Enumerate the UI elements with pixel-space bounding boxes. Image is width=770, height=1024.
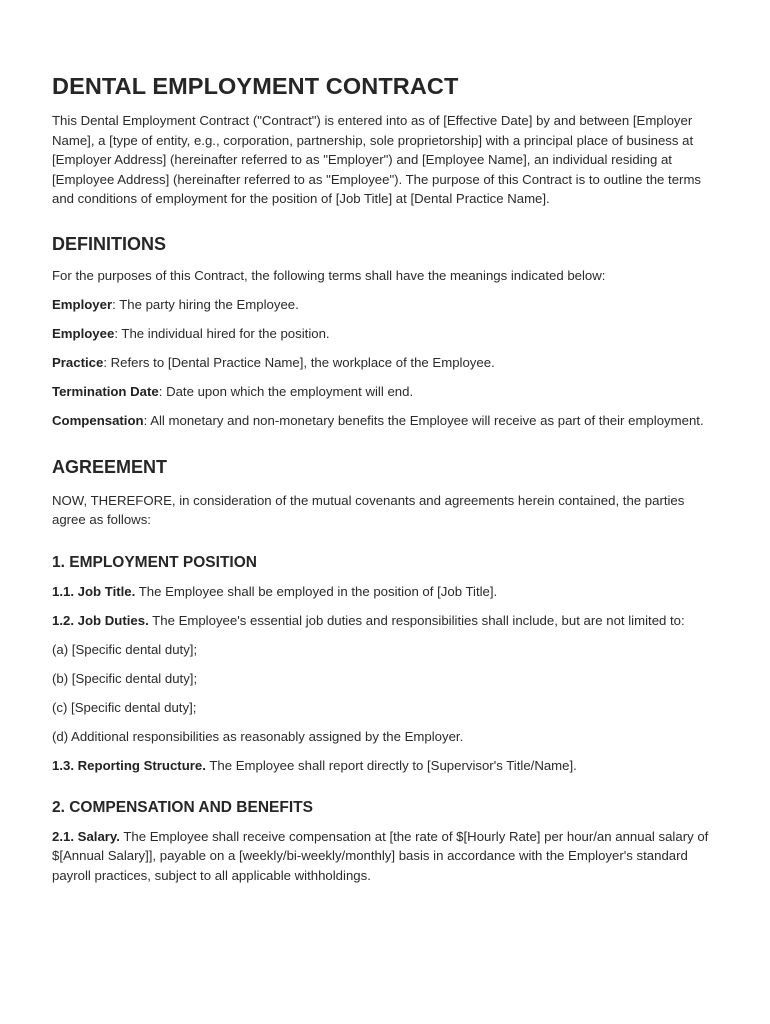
clause-label: 1.2. Job Duties. [52, 612, 149, 628]
clause-text: The Employee's essential job duties and responsibilities shall include, but are not limited to: [148, 612, 685, 628]
duty-item-b: (b) [Specific dental duty]; [52, 671, 198, 686]
definition-term: Termination Date [52, 383, 159, 399]
definition-term: Employer [52, 296, 113, 312]
employment-position-heading: 1. EMPLOYMENT POSITION [52, 553, 257, 571]
definition-term: Compensation [52, 412, 144, 428]
duty-item-d: (d) Additional responsibilities as reasonably assigned by the Employer. [52, 729, 464, 745]
intro-paragraph: This Dental Employment Contract ("Contract") is entered into as of [Effective Date] by and between [Employer Name], a [type of entity, e.g., corporation, partnership, sole proprietorship] with a principal place of business at [Employer Address] (hereinafter referred to as "Employer") and [Employee Name], an individual residing at [Employee Address] (hereinafter referred to as "Employee"). The purpose of this Contract is to outline the terms and conditions of employment for the position of [Job Title] at [Dental Practice Name]. [52, 113, 702, 207]
definitions-heading: DEFINITIONS [52, 233, 167, 254]
definition-text: : The individual hired for the position. [114, 325, 330, 341]
clause-job-title [52, 582, 720, 602]
definition-text: : Refers to [Dental Practice Name], the workplace of the Employee. [103, 354, 495, 370]
clause-text: The Employee shall receive compensation at [the rate of $[Hourly Rate] per hour/an annual salary of $[Annual Salary]], payable on a [weekly/bi-weekly/monthly] basis in accordance with the Employer's standard payroll practices, subject to all applicable withholdings. [52, 828, 709, 884]
compensation-benefits-heading: 2. COMPENSATION AND BENEFITS [52, 798, 313, 816]
clause-reporting-structure [52, 756, 720, 776]
clause-text: The Employee shall be employed in the position of [Job Title]. [135, 583, 498, 599]
definition-compensation [52, 411, 720, 431]
duty-item-a: (a) [Specific dental duty]; [52, 641, 198, 657]
clause-job-duties [52, 611, 720, 631]
definition-employee [52, 324, 720, 344]
definition-text: : All monetary and non-monetary benefits the Employee will receive as part of their employment. [143, 412, 704, 428]
definition-employer [52, 295, 720, 315]
clause-label: 1.3. Reporting Structure. [52, 758, 206, 774]
definition-termination-date [52, 382, 720, 402]
definition-text: : The party hiring the Employee. [112, 296, 299, 312]
definition-term: Practice [52, 354, 104, 370]
clause-text: The Employee shall report directly to [Supervisor's Title/Name]. [205, 758, 577, 774]
definition-term: Employee [52, 325, 115, 341]
definition-practice [52, 353, 720, 373]
clause-label: 1.1. Job Title. [52, 583, 136, 599]
agreement-body: NOW, THEREFORE, in consideration of the mutual covenants and agreements herein contained, the parties agree as follows: [52, 492, 685, 528]
agreement-heading: AGREEMENT [52, 456, 168, 477]
definitions-lead: For the purposes of this Contract, the following terms shall have the meanings indicated below: [52, 267, 606, 283]
document-title: DENTAL EMPLOYMENT CONTRACT [52, 73, 459, 99]
clause-salary [52, 827, 720, 886]
clause-label: 2.1. Salary. [52, 828, 120, 844]
duty-item-c: (c) [Specific dental duty]; [52, 700, 197, 716]
definition-text: : Date upon which the employment will end. [158, 383, 414, 399]
